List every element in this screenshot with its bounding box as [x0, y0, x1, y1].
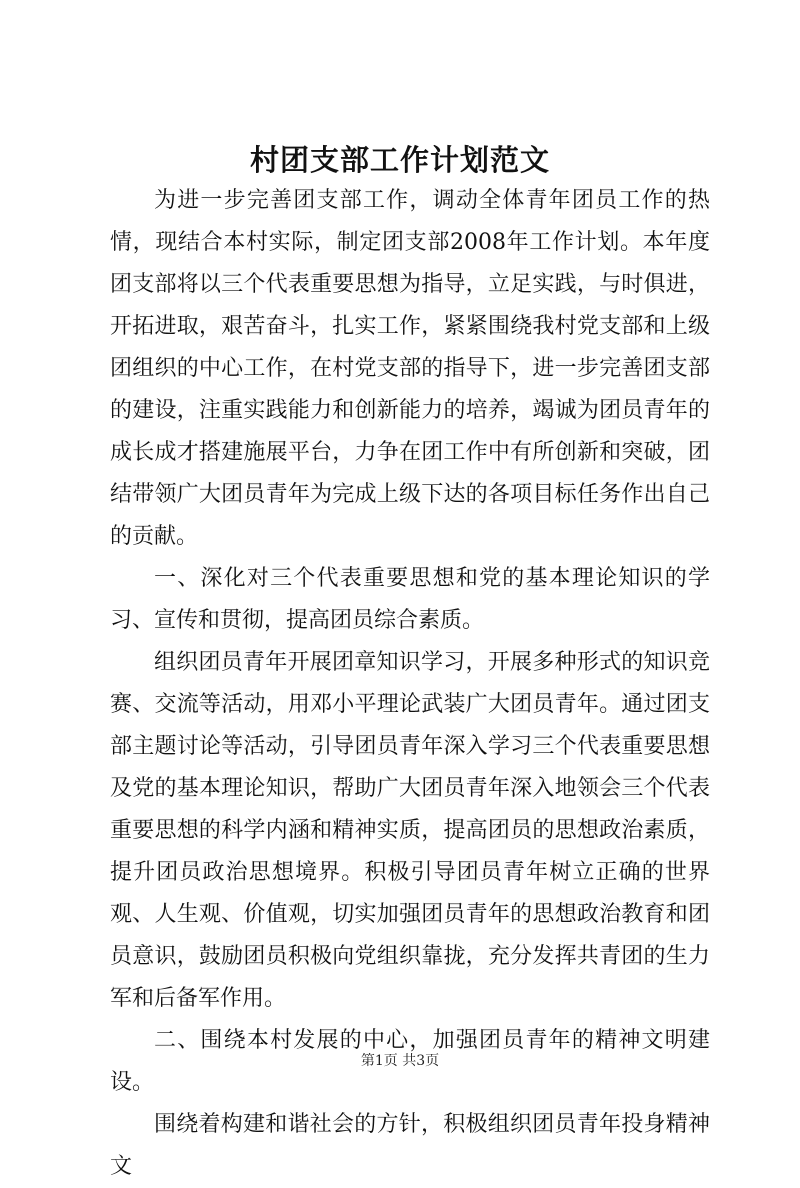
page-footer: 第1页 共3页: [360, 1053, 440, 1069]
body-paragraph: 围绕着构建和谐社会的方针，积极组织团员青年投身精神文: [110, 1112, 710, 1179]
document-title: 村团支部工作计划范文: [249, 143, 550, 177]
body-paragraph: 为进一步完善团支部工作，调动全体青年团员工作的热情，现结合本村实际，制定团支部2008年工作计划。本年度团支部将以三个代表重要思想为指导，立足实践，与时俱进，开拓进取，艰苦奋斗，扎实工作，紧紧围绕我村党支部和上级团组织的中心工作，在村党支部的指导下，进一步完善团支部的建设，注重实践能力和创新能力的培养，竭诚为团员青年的成长成才搭建施展平台，力争在团工作中有所创新和突破，团结带领广大团员青年为完成上级下达的各项目标任务作出自己的贡献。: [110, 188, 710, 549]
section-heading-1: 一、深化对三个代表重要思想和党的基本理论知识的学习、宣传和贯彻，提高团员综合素质。: [110, 566, 710, 633]
section-heading-2: 二、围绕本村发展的中心，加强团员青年的精神文明建设。: [110, 1028, 710, 1095]
body-paragraph: 组织团员青年开展团章知识学习，开展多种形式的知识竞赛、交流等活动，用邓小平理论武装广大团员青年。通过团支部主题讨论等活动，引导团员青年深入学习三个代表重要思想及党的基本理论知识，帮助广大团员青年深入地领会三个代表重要思想的科学内涵和精神实质，提高团员的思想政治素质，提升团员政治思想境界。积极引导团员青年树立正确的世界观、人生观、价值观，切实加强团员青年的思想政治教育和团员意识，鼓励团员积极向党组织靠拢，充分发挥共青团的生力军和后备军作用。: [110, 650, 710, 1011]
document-body: [110, 180, 710, 1188]
